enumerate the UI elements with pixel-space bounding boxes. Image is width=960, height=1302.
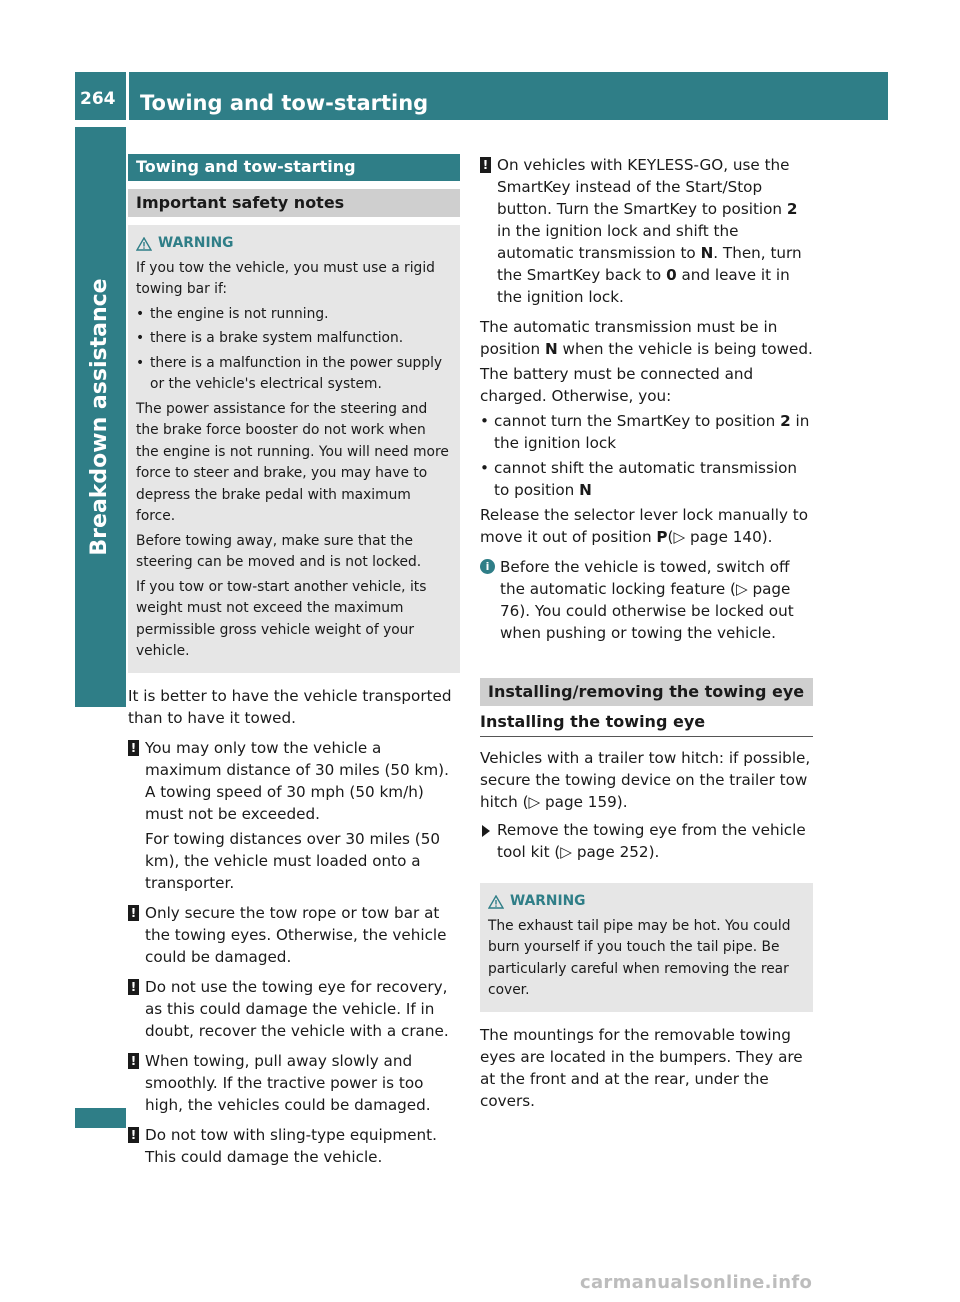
release-paragraph: Release the selector lever lock manually to move it out of position P(▷ page 140). (480, 506, 809, 546)
right-column (480, 154, 813, 1115)
warning-paragraph: The exhaust tail pipe may be hot. You could burn yourself if you touch the tail pipe. Be particularly careful when removing the rear cover. (488, 917, 791, 998)
list-item: • cannot turn the SmartKey to position 2 in the ignition lock (480, 412, 810, 452)
note-item: ! Do not use the towing eye for recovery, as this could damage the vehicle. If in doubt, recover the vehicle with a crane. (128, 976, 460, 1042)
mountings-paragraph: The mountings for the removable towing eyes are located in the bumpers. They are at the front and at the rear, under the covers. (480, 1025, 803, 1110)
page-title: Towing and tow-starting (140, 91, 429, 115)
section2-title: Installing/removing the towing eye (480, 678, 813, 706)
info-icon: i (480, 559, 495, 574)
watermark: carmanualsonline.info (580, 1272, 813, 1293)
intro-paragraph: It is better to have the vehicle transported than to have it towed. (128, 686, 452, 727)
note-item: ! Do not tow with sling-type equipment. This could damage the vehicle. (128, 1124, 460, 1168)
chapter-label: Breakdown assistance (87, 278, 112, 556)
battery-paragraph: The battery must be connected and charged. Otherwise, you: (480, 365, 754, 405)
subsection-title: Important safety notes (128, 189, 460, 217)
transmission-paragraph: The automatic transmission must be in position N when the vehicle is being towed. (480, 318, 813, 358)
warning-triangle-icon (136, 237, 152, 251)
exclamation-icon: ! (128, 1053, 139, 1069)
exclamation-icon: ! (128, 979, 139, 995)
list-item: • the engine is not running. (136, 305, 329, 322)
exclamation-icon: ! (480, 157, 491, 173)
header-divider (126, 72, 129, 120)
exclamation-icon: ! (128, 1127, 139, 1143)
list-item: • cannot shift the automatic transmission to position N (480, 459, 798, 499)
warning-title-text: WARNING (158, 235, 234, 251)
warning-paragraph: If you tow or tow-start another vehicle, its weight must not exceed the maximum permissible gross vehicle weight of your vehicle. (136, 578, 427, 659)
list-item: • there is a brake system malfunction. (136, 330, 404, 346)
warning-triangle-icon (488, 895, 504, 909)
warning-box-2 (480, 883, 813, 1012)
trailer-paragraph: Vehicles with a trailer tow hitch: if possible, secure the towing device on the trailer tow hitch (▷ page 159). (480, 749, 811, 811)
list-item: • there is a malfunction in the power supply or the vehicle's electrical system. (136, 354, 443, 392)
note-item: ! When towing, pull away slowly and smoothly. If the tractive power is too high, the vehicles could be damaged. (128, 1050, 460, 1116)
section-title: Towing and tow-starting (128, 154, 460, 181)
warning-paragraph: The power assistance for the steering and the brake force booster do not work when the engine is not running. You will need more force to steer and brake, you may have to depress the brake pedal with maximum force. (136, 400, 449, 524)
warning-intro: If you tow the vehicle, you must use a rigid towing bar if: (136, 259, 435, 297)
exclamation-icon: ! (128, 740, 139, 756)
side-tab-end (75, 1108, 126, 1128)
warning-title (136, 233, 452, 255)
note-item: ! Only secure the tow rope or tow bar at the towing eyes. Otherwise, the vehicle could be damaged. (128, 902, 460, 968)
info-note: i Before the vehicle is towed, switch off the automatic locking feature (▷ page 76). You could otherwise be locked out when pushing or towing the vehicle. (480, 556, 813, 644)
left-column (128, 154, 460, 1176)
warning-box (128, 225, 460, 673)
step-item: Remove the towing eye from the vehicle tool kit (▷ page 252). (480, 819, 813, 863)
warning-paragraph: Before towing away, make sure that the steering can be moved and is not locked. (136, 532, 422, 570)
page-number: 264 (80, 89, 116, 109)
subsection2-title: Installing the towing eye (480, 710, 813, 737)
exclamation-icon: ! (128, 905, 139, 921)
warning-title-text: WARNING (510, 893, 586, 909)
note-keyless: ! On vehicles with KEYLESS-GO, use the SmartKey instead of the Start/Stop button. Turn the SmartKey to position 2 in the ignition lock and shift the automatic transmission to N. Then, turn the SmartKey back to 0 and leave it in the ignition lock. (480, 154, 813, 308)
note-item: ! You may only tow the vehicle a maximum distance of 30 miles (50 km). A towing speed of 30 mph (50 km/h) must not be exceeded. For towing distances over 30 miles (50 km), the vehicle must loaded onto a transporter. (128, 737, 460, 894)
step-arrow-icon (482, 825, 490, 837)
warning-title (488, 891, 805, 913)
